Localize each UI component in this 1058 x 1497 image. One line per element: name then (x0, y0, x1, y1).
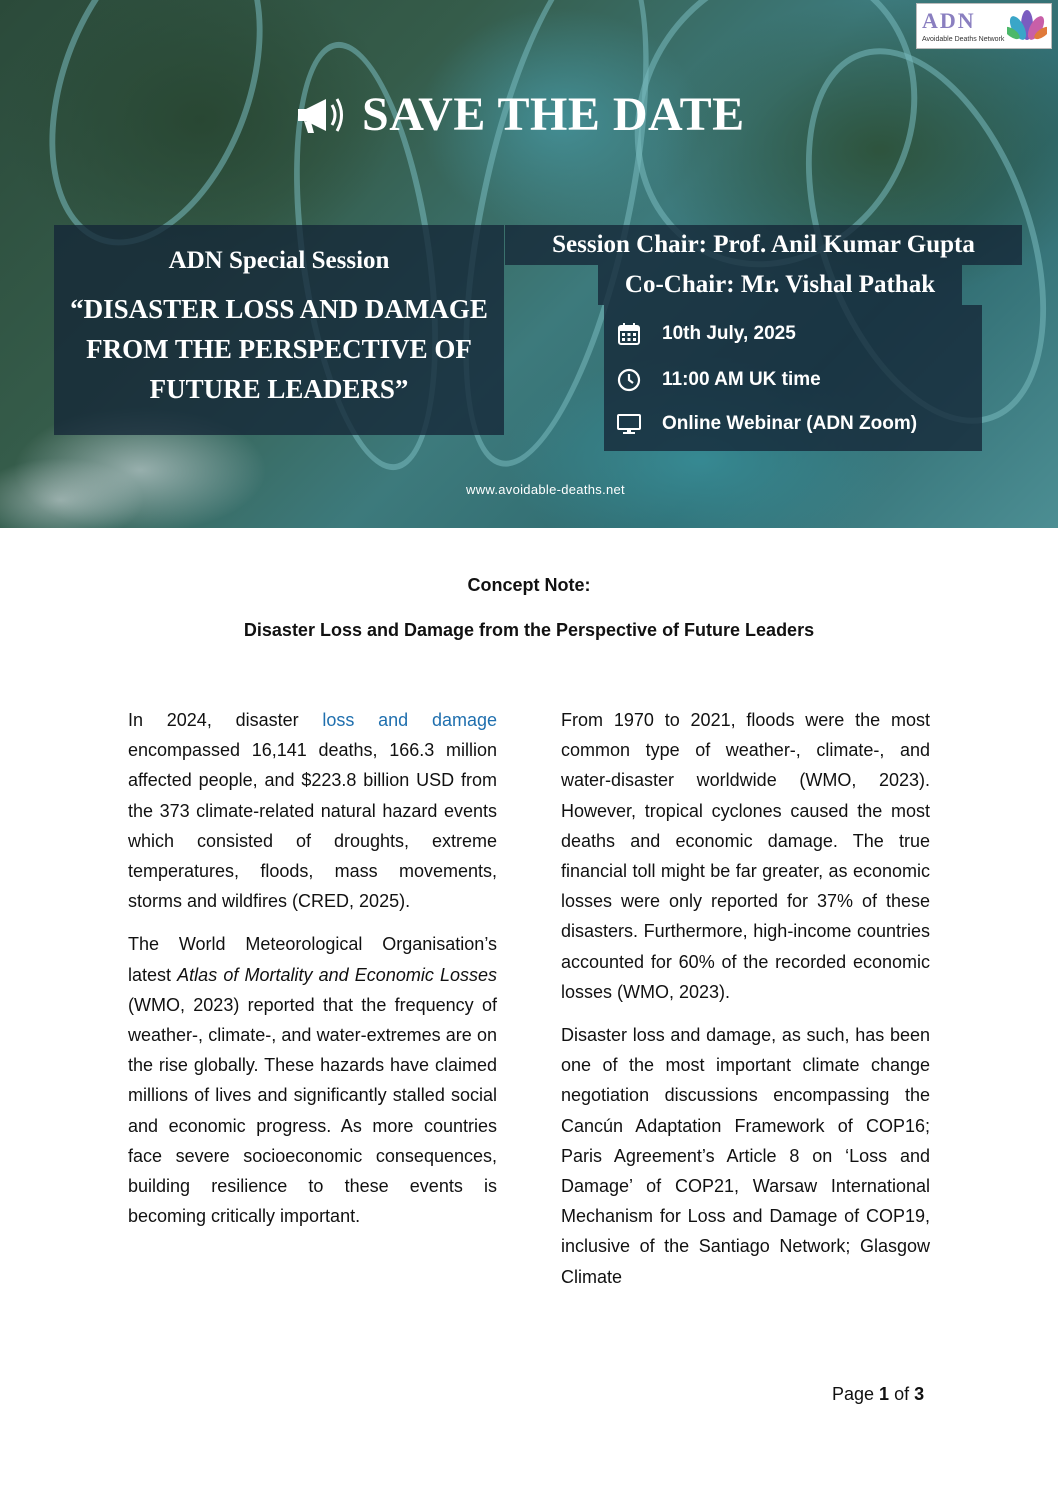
text-run: encompassed 16,141 deaths, 166.3 million affected people, and $223.8 billion USD from the 373 climate-related natural hazard events which consisted of droughts, extreme temperatures, floods, mass movements, storms and wildfires (CRED, 2025). (128, 740, 497, 912)
session-kicker: ADN Special Session (168, 247, 390, 274)
save-the-date-title: SAVE THE DATE (362, 87, 745, 141)
session-title: “DISASTER LOSS AND DAMAGE FROM THE PERSPECTIVE OF FUTURE LEADERS” (70, 294, 488, 404)
lotus-icon (1007, 7, 1047, 45)
logo-subtitle: Avoidable Deaths Network (922, 36, 1005, 43)
session-chair: Session Chair: Prof. Anil Kumar Gupta (505, 225, 1022, 265)
megaphone-icon (292, 89, 348, 139)
page-current: 1 (879, 1384, 890, 1404)
page-total: 3 (914, 1384, 925, 1404)
logo-wordmark: ADN (922, 8, 976, 33)
text-run: (WMO, 2023) reported that the frequency of weather-, climate-, and water-extremes are on the rise globally. These hazards have claimed millions of lives and significantly stalled social and economic progress. As more countries face severe socioeconomic consequences, building resilience to these events is becoming critically important. (128, 994, 497, 1227)
event-date-row (616, 321, 796, 347)
event-banner (0, 0, 1058, 528)
atlas-title: Atlas of Mortality and Economic Losses (177, 964, 498, 985)
page-prefix: Page (832, 1384, 880, 1404)
save-the-date-header (292, 84, 745, 144)
paragraph (128, 705, 497, 916)
concept-note-subheading: Disaster Loss and Damage from the Perspective of Future Leaders (243, 620, 815, 640)
paragraph: Disaster loss and damage, as such, has been one of the most important climate change negotiation discussions encompassing the Cancún Adaptation Framework of COP16; Paris Agreement’s Article 8 on ‘Loss and Damage’ of COP21, Warsaw International Mechanism for Loss and Damage of COP19, inclusive of the Santiago Network; Glasgow Climate (561, 1025, 930, 1287)
event-venue-row (616, 411, 917, 437)
event-details-box (604, 305, 982, 451)
website-url[interactable]: www.avoidable-deaths.net (466, 482, 625, 497)
left-column (128, 705, 497, 1244)
text-run: The World Meteorological Organisation’s latest (128, 934, 497, 985)
adn-logo (916, 3, 1052, 49)
event-date: 10th July, 2025 (662, 323, 796, 344)
event-venue: Online Webinar (ADN Zoom) (662, 413, 918, 434)
right-column (561, 705, 930, 1305)
page-number (832, 1384, 924, 1405)
page-of: of (889, 1384, 915, 1404)
paragraph: From 1970 to 2021, floods were the most common type of weather-, climate-, and water-disaster worldwide (WMO, 2023). However, tropical cyclones caused the most deaths and economic damage. The true financial toll might be far greater, as economic losses were only reported for 37% of these disasters. Furthermore, high-income countries accounted for 60% of the recorded economic losses (WMO, 2023). (561, 710, 930, 1002)
event-time-row (616, 367, 821, 393)
calendar-icon (616, 321, 642, 347)
concept-note-heading: Concept Note: (467, 575, 591, 595)
loss-and-damage-link[interactable]: loss and damage (322, 710, 497, 730)
event-time: 11:00 AM UK time (662, 369, 821, 390)
session-title-box (54, 225, 504, 435)
text-run: In 2024, disaster (128, 710, 323, 730)
session-cochair: Co-Chair: Mr. Vishal Pathak (598, 265, 962, 305)
clock-icon (616, 367, 642, 393)
paragraph (128, 929, 497, 1231)
monitor-icon (616, 411, 642, 437)
